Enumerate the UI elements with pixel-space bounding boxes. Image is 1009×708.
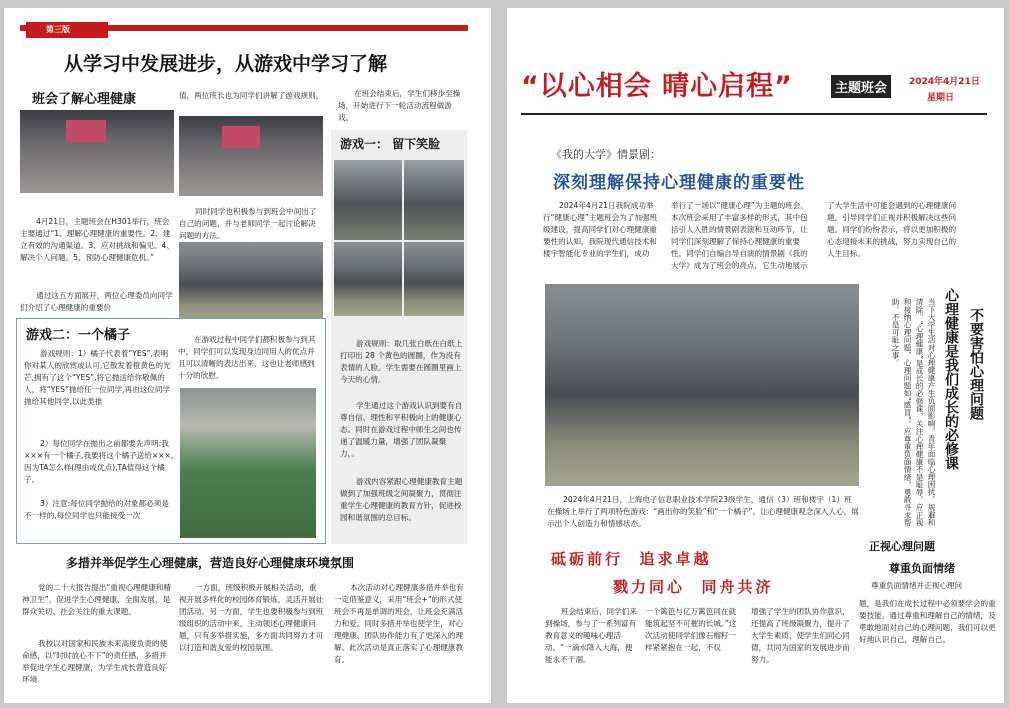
class-section-title: 班会了解心理健康 bbox=[32, 92, 137, 107]
classroom-photo bbox=[20, 110, 174, 193]
five-aspects-text: 通过这五方面展开，两位心理委员向同学们介绍了心理健康的重要价 bbox=[20, 291, 173, 312]
game2-rule2-text: 2）每位同学在抛出之前都要先声明:我×××有一个橘子,我要将这个橘子送给×××,因为TA怎么样(理由或优点),TA值得这个橘子。 bbox=[24, 439, 174, 484]
bottom-col1b-text: 我校以对国家和民族未来高度负责的使命感，以“时时放心不下”的责任感，多措并举促进学生心理健康，为学生成长营造良好环境 bbox=[22, 639, 168, 684]
bottom-col2-text: 一个篱笆与亿万篱笆同在就能筑起坚不可摧的长城。”这次活动使同学们像石榴籽一样紧紧抱在一起，不仅 bbox=[645, 607, 737, 652]
sub-title-2: 尊重负面情绪 bbox=[889, 562, 955, 575]
slogan-1: 砥砺前行 追求卓越 bbox=[551, 550, 712, 568]
drama-title: 深刻理解保持心理健康的重要性 bbox=[553, 173, 805, 193]
smiley-show-photo-1 bbox=[334, 242, 402, 316]
bottom-col3-text: 增强了学生的团队协作意识，还提高了班级凝聚力，提升了大学生素质，使学生们同心同德，共同为国家的发展进步而努力。 bbox=[751, 607, 850, 664]
drama-col1-text: 2024年4月21日我院成功举行“健康心理”主题班会为了加强班级建设，提高同学们对心理健康重要性的认知，我院现代通信技术和楼宇智能化专业的学生们，成功 bbox=[543, 201, 658, 258]
page-headline: 从学习中发展进步，从游戏中学习了解 bbox=[64, 53, 388, 75]
game1-meaning-text: 学生通过这个游戏认识到要有自尊自信、理性和平积极向上的健康心态。同时在游戏过程中师生之间也传递了温暖力量，增强了团队凝聚力，。 bbox=[340, 401, 463, 458]
title-rule bbox=[521, 113, 987, 115]
sub-body-text: 题，是我们在成长过程中必须要学会的重要技能。通过尊重和理解自己的情绪，及勇敢地面对自己的心理问题，我们可以更好地认识自己，理解自己。 bbox=[859, 599, 996, 644]
main-title: “以心相会 晴心启程” bbox=[521, 71, 793, 102]
sub-title-1: 正视心理问题 bbox=[869, 540, 935, 553]
game1-rules-text: 游戏规则：取几张白纸在白纸上打印出 28 个黄色的圆圈，作为没有表情的人脸。学生需要在圆圈里画上今天的心情。 bbox=[340, 339, 463, 384]
drama-col2-text: 举行了一场以“健康心理”为主题的班会。本次班会采用了丰富多样的形式，其中包括引人入胜的情景剧表演和互动环节，让同学们深刻理解了保持心理健康的重要性。同学们自编自导自演的情景剧《我的大学》成为了班会的亮点，它生动地展示 bbox=[671, 201, 808, 270]
mid-col-students-text: 同时同学也积极参与到班会中间出了自己的问题，并与老师同学一起讨论解决问题的方法。 bbox=[179, 207, 317, 240]
game2-right-text: 在游戏过程中同学们都积极参与到其中，同学们可以发现身边同用人的优点并且可以清晰的表达出来，这也让老师感到十分的欣慰。 bbox=[178, 335, 316, 380]
intro-text: 4月21日，主题班会在H301举行，班会主要通过“1、理解心理健康的重要性。2、建立有效的沟通渠道。3、应对挑战和偏见。4、解决个人问题。5、预防心理健康危机。” bbox=[20, 217, 174, 262]
smiley-drawing-photo-2 bbox=[404, 160, 464, 240]
game1-title: 游戏一： 留下笑脸 bbox=[340, 137, 441, 151]
edition-tag: 第三版 bbox=[26, 22, 108, 38]
bottom-col3-text: 本次活动对心理健康多措并举也有一定借鉴意义，采用“班会+”的形式使班会不再是单调的班会，让班会充满活力和爱，同时多措并举也使学生，对心理健康、团队协作能力有了更深入的理解。此次活动是真正落实了心理健康教育。 bbox=[334, 583, 464, 664]
right-page bbox=[507, 8, 1004, 703]
sub-body-lead: 尊重负面情绪并正视心理问 bbox=[871, 581, 963, 590]
vertical-body: 当下大学生活对心理健康产生负面影响。青年面临心理困扰、规避和清除。“心理健康”是成长的必修课，关注心理健康不是耻辱，应正视和接纳心理问题，心理问题如“感冒”，应尊重负面情绪，勇敢寻求帮助，不是可耻之事。 bbox=[891, 298, 936, 527]
bottom-section-title: 多措并举促学生心理健康，营造良好心理健康环境氛围 bbox=[66, 556, 355, 570]
game2-title: 游戏二：一个橘子 bbox=[26, 328, 131, 343]
bottom-col1-text: 班会结束后，同学们来到操场，参与了一系列富有教育意义的趣味心理活动。“一滴水降入大海，便能永不干涸。 bbox=[545, 607, 637, 664]
smiley-show-photo-2 bbox=[404, 242, 464, 316]
lecture-photo bbox=[179, 116, 323, 196]
issue-date: 2024年4月21日 bbox=[909, 77, 980, 87]
group-photo bbox=[545, 284, 859, 486]
game2-rule1-text: 游戏规则：1）橘子代表着“YES”,表明你对某人的欣赏或认可,它散发着橙黄色的光芒,拥有了这个“YES”,将它抛送给你敬佩的人，将“YES”抛给任一位同学,再由这位同学抛给其他同学,以此类推 bbox=[24, 349, 171, 406]
vertical-title-2: 心理健康是我们成长的必修课 bbox=[943, 288, 959, 470]
left-page bbox=[4, 8, 491, 703]
slogan-2: 戮力同心 同舟共济 bbox=[613, 578, 774, 596]
group-photo-caption: 2024年4月21日，上海电子信息职业技术学院23级学生，通信（3）班和楼宇（1）班在操场上举行了两项特色游戏：“画出你的笑脸”和“一个橘子”。让心理健康观念深入人心，展示出个人创造力和情感状态。 bbox=[547, 495, 859, 528]
issue-weekday: 星期日 bbox=[927, 93, 955, 103]
mid-col-top-text: 值，两位班长也为同学们讲解了游戏规则。 bbox=[179, 91, 324, 100]
bottom-col1-text: 党的二十大报告提出“重视心理健康和精神卫生”，促进学生心理健康、全面发展，是群众关切、社会关注的重大课题。 bbox=[22, 583, 172, 616]
game2-rule3-text: 3）注意:每位同学抛给的对象都必须是不一样的,每位同学也只能接受一次 bbox=[24, 499, 169, 520]
right-col-top-text: 在班会结束后，学生们移步至操场，开始进行下一轮活动流程做游戏。 bbox=[338, 89, 461, 122]
orange-game-photo bbox=[180, 388, 316, 538]
game1-content-text: 游戏内容紧跟心理健康教育主题做到了加强班级之间凝聚力，贯彻注重学生心理健康的教育方针，促进校园和谐氛围的总目标。 bbox=[340, 477, 463, 522]
drama-col3-text: 了大学生活中可能会遇到的心理健康问题，引导同学们正视并积极解决这些问题。同学们纷纷表示，将以更加积极的心态迎接未来的挑战，努力实现自己的人生目标。 bbox=[827, 201, 957, 258]
bottom-col2-text: 一方面，班级积极开展相关活动，重视开展多样化的校园体育锻炼，灵活开展社团活动。另一方面，学生也要积极参与到班级组织的活动中来，主动领述心理健康问题，只有多举措实施，多方面共同努力才可以打造和谐友爱的校园氛围。 bbox=[179, 583, 324, 652]
students-discussion-photo bbox=[179, 242, 323, 320]
drama-label: 《我的大学》情景剧： bbox=[551, 148, 661, 161]
smiley-drawing-photo-1 bbox=[334, 160, 402, 240]
theme-tag: 主题班会 bbox=[831, 75, 891, 98]
vertical-title-1: 不要害怕心理问题 bbox=[968, 308, 984, 420]
